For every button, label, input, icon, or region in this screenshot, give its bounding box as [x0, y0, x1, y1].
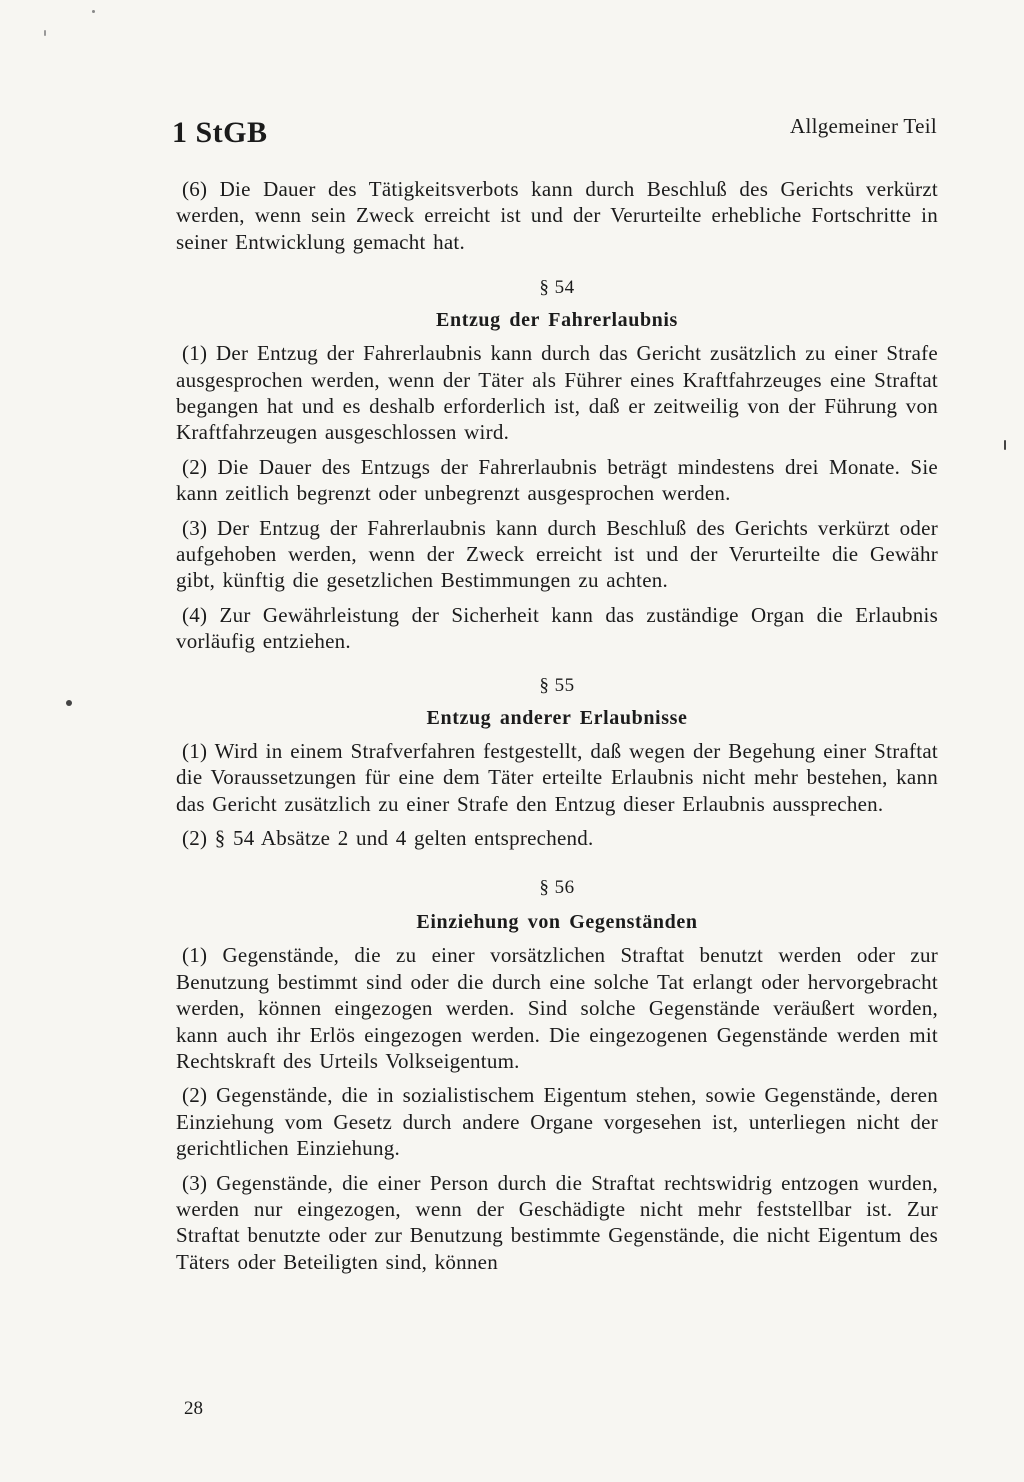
section-number: § 56: [539, 877, 575, 899]
paragraph-intro: (6) Die Dauer des Tätigkeitsverbots kann durch Beschluß des Gerichts verkürzt werden, wenn sein Zweck erreicht ist und der Verurteilte erhebliche Fortschritte in seiner Entwicklung gemacht hat.: [176, 177, 938, 254]
header-part-title: Allgemeiner Teil: [790, 114, 937, 138]
section-55: [176, 675, 938, 852]
paragraph: (2) § 54 Absätze 2 und 4 gelten entsprechend.: [182, 825, 594, 850]
scan-speck: [44, 30, 46, 36]
paragraph: (2) Die Dauer des Entzugs der Fahrerlaubnis beträgt mindestens drei Monate. Sie kann zeitlich begrenzt oder unbegrenzt ausgesprochen werden.: [176, 454, 938, 506]
section-54: [176, 277, 938, 654]
document-body: [176, 176, 938, 1283]
scan-speck: [66, 700, 72, 706]
paragraph: (2) Gegenstände, die in sozialistischem Eigentum stehen, sowie Gegenstände, deren Einziehung vom Gesetz durch andere Organe vorgesehen ist, unterliegen nicht der gerichtlichen Einziehung.: [176, 1083, 938, 1161]
paragraph: (1) Wird in einem Strafverfahren festgestellt, daß wegen der Begehung einer Straftat die Voraussetzungen für eine dem Täter erteilte Erlaubnis nicht mehr bestehen, kann das Gericht zusätzlich zu einer Strafe den Entzug dieser Erlaubnis aussprechen.: [176, 738, 938, 816]
section-title: Entzug der Fahrerlaubnis: [436, 309, 678, 332]
paragraph: (1) Gegenstände, die zu einer vorsätzlichen Straftat benutzt werden oder zur Benutzung bestimmt sind oder die durch eine solche Tat erlangt oder hervorgebracht werden, können eingezogen werden. Sind solche Gegenstände veräußert worden, kann auch ihr Erlös eingezogen werden. Die eingezogenen Gegenstände werden mit Rechtskraft des Urteils Volkseigentum.: [176, 943, 938, 1073]
scan-speck: [1004, 440, 1006, 450]
paragraph: (1) Der Entzug der Fahrerlaubnis kann durch das Gericht zusätzlich zu einer Strafe ausgesprochen werden, wenn der Täter als Führer eines Kraftfahrzeuges eine Straftat begangen hat und es deshalb erforderlich ist, daß er zeitweilig von der Führung von Kraftfahrzeugen ausgeschlossen wird.: [176, 341, 938, 445]
section-56: [176, 877, 938, 1275]
paragraph: (4) Zur Gewährleistung der Sicherheit kann das zuständige Organ die Erlaubnis vorläufig entziehen.: [176, 602, 938, 654]
header-law-code: 1 StGB: [172, 116, 268, 149]
section-number: § 55: [539, 674, 575, 696]
paragraph: (3) Der Entzug der Fahrerlaubnis kann durch Beschluß des Gerichts verkürzt oder aufgehoben werden, wenn der Zweck erreicht ist und der Verurteilte die Gewähr gibt, künftig die gesetzlichen Bestimmungen zu achten.: [176, 515, 938, 593]
section-title: Entzug anderer Erlaubnisse: [426, 706, 688, 729]
page-number: 28: [184, 1398, 203, 1419]
section-title: Einziehung von Gegenständen: [416, 911, 698, 934]
scan-speck: [92, 10, 95, 13]
section-number: § 54: [539, 277, 575, 299]
paragraph: (3) Gegenstände, die einer Person durch die Straftat rechtswidrig entzogen wurden, werden nur eingezogen, wenn der Geschädigte nicht mehr feststellbar ist. Zur Straftat benutzte oder zur Benutzung bestimmte Gegenstände, die nicht Eigentum des Täters oder Beteiligten sind, können: [176, 1170, 938, 1274]
